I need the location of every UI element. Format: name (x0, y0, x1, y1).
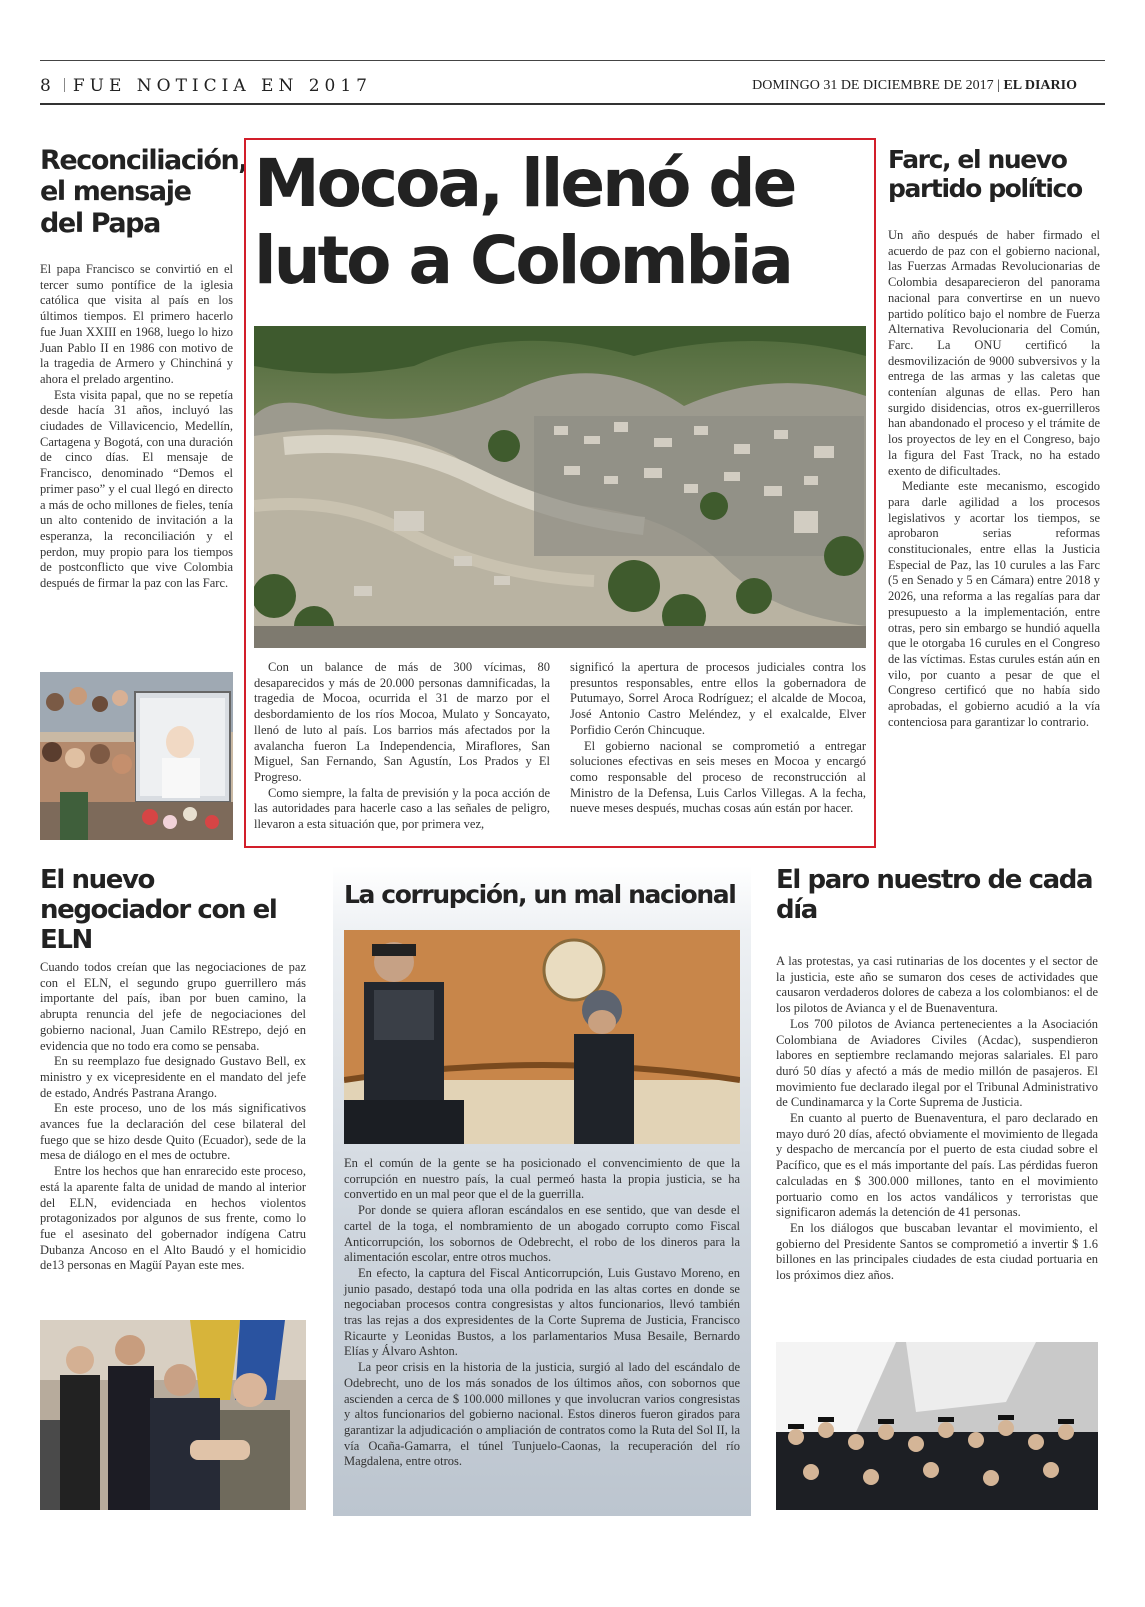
page-number: 8 (40, 76, 56, 96)
corrupcion-article-body (344, 1156, 740, 1470)
corrupcion-paragraph: En el común de la gente se ha posicionado el convencimiento de que la corrupción en nuestro país, la cual permeó hasta la propia justicia, se ha convertido en un mal peor que el de la guerrilla. (344, 1156, 740, 1202)
mocoa-paragraph: Con un balance de más de 300 vícimas, 80 desaparecidos y más de 20.000 personas damnificadas, la tragedia de Mocoa, ocurrida el 31 de marzo por el desbordamiento de los ríos Mocoa, Mulato y Soncayato, llenó de luto al país. Los barrios más afectados por la avalancha fueron La Independencia, Miraflores, San Miguel, San Fernando, San Agustín, Los Prados y El Progreso. (254, 660, 550, 784)
paro-paragraph: Los 700 pilotos de Avianca pertenecientes a la Asociación Colombiana de Aviadores Civiles (Acdac), suspendieron labores en septiembre reclamando mejoras salariales. El paro duró 50 días y afectó a más de medio millón de pasajeros. El movimiento fue declarado ilegal por el Tribunal Administrativo de Cundinamarca y la Corte Suprema de Justicia. (776, 1016, 1098, 1110)
mocoa-aerial-photo (254, 326, 866, 648)
corrupcion-photo (344, 930, 740, 1144)
eln-paragraph: Entre los hechos que han enrarecido este proceso, está la aparente falta de unidad de mando al interior del ELN, evidenciada en hechos violentos protagonizados por algunos de sus frente, como lo fue el asesinato del gobernador indígena Catru Dubanza Ancoso en el Alto Baudó y el homicidio de13 personas en Magüí Payan este mes. (40, 1164, 306, 1273)
header-section (40, 76, 372, 96)
issue-date: DOMINGO 31 DE DICIEMBRE DE 2017 (752, 78, 994, 93)
paro-paragraph: En los diálogos que buscaban levantar el movimiento, el gobierno del Presidente Santos se comprometió a invertir $ 1.6 billones en las principales ciudades de esta ciudad portuaria en los próximos diez años. (776, 1220, 1098, 1283)
eln-paragraph: En este proceso, uno de los más significativos avances fue la declaración del cese bilateral del fuego que se hizo desde Quito (Ecuador), sede de la mesa de diálogo en el mes de octubre. (40, 1101, 306, 1163)
papa-photo (40, 672, 233, 840)
eln-headline: El nuevo negociador con el ELN (40, 865, 277, 956)
papa-paragraph: Esta visita papal, que no se repetía desde hacía 31 años, incluyó las ciudades de Villavicencio, Medellín, Cartagena y Bogotá, con una duración de cinco días. El mensaje de Francisco, denominado “Demos el primer paso” y el cual llegó en directo a más de ocho millones de fieles, tenía un alto contenido de invitación a la esperanza, la reconciliación y el perdon, muy propio para los tiempos de postconflicto que vive Colombia después de firmar la paz con las Farc. (40, 387, 233, 591)
corrupcion-headline: La corrupción, un mal nacional (344, 880, 736, 909)
eln-paragraph: Cuando todos creían que las negociaciones de paz con el ELN, el segundo grupo guerrillero más importante del país, iban por buen camino, la abrupta renuncia del jefe de negociaciones del gobierno nacional, Juan Camilo REstrepo, dejó en evidencia que no todo era como se pensaba. (40, 960, 306, 1053)
corrupcion-paragraph: Por donde se quiera afloran escándalos en ese sentido, que van desde el cartel de la toga, el nombramiento de un abogado corrupto como Fiscal Anticorrupción, los sobornos de Odebrecht, el robo de los dineros para la alimentación escolar, entre otros muchos. (344, 1203, 740, 1265)
farc-paragraph: Mediante este mecanismo, escogido para darle agilidad a los procesos legislativos y acortar los tiempos, se aprobaron serias reformas constitucionales, entre ellas la Justicia Especial de Paz, las 10 curules a las Farc (5 en Senado y 5 en Cámara) entre 2018 y 2026, una reforma a las regalías para dar presupuesto a la implementación, entre otras, pero sin embargo se hundió aquella que le otorgaba 16 curules en el Congreso de las víctimas. Estas curules están aún en vilo, por cuanto a pesar de que el Congreso certificó que no había sido aprobadas, el gobierno acudió a la vía contenciosa para garantizar lo contrario. (888, 479, 1100, 729)
farc-article-body (888, 228, 1100, 731)
paro-paragraph: En cuanto al puerto de Buenaventura, el paro declarado en mayo duró 20 días, afectó obviamente el movimiento de llegada y despacho de mercancía por el puerto de esta ciudad sobre el Pacífico, que es el más importante del país. Las pérdidas fueron calculadas en $ 300.000 millones, tanto en el movimiento portuario como en los actos vandálicos y terroristas que significaron además la detención de 41 personas. (776, 1111, 1098, 1220)
papa-paragraph: El papa Francisco se convirtió en el tercer sumo pontífice de la iglesia católica que visita al país en los últimos tiempos. El primero hacerlo fue Juan XXIII en 1968, luego lo hizo Juan Pablo II en 1986 con motivo de la tragedia de Armero y Chinchiná y ahora el prelado argentino. (40, 262, 233, 386)
eln-paragraph: En su reemplazo fue designado Gustavo Bell, ex ministro y ex vicepresidente en el mandato del jefe de estado, Andrés Pastrana Arango. (40, 1054, 306, 1100)
paro-headline: El paro nuestro de cada día (776, 865, 1093, 926)
mocoa-headline: Mocoa, llenó de luto a Colombia (254, 145, 795, 299)
paro-photo (776, 1342, 1098, 1510)
eln-article-body (40, 960, 306, 1274)
corrupcion-paragraph: La peor crisis en la historia de la justicia, surgió al lado del escándalo de Odebrecht, uno de los más sonados de los últimos años, con sobornos que ascienden a cerca de $ 100.000 millones y que involucran varios congresistas y altos funcionarios del gobierno nacional. Estos dineros fueron girados para garantizar la adjudicación o ampliación de contratos como la Ruta del Sol II, la vía Ocaña-Gamarra, el túnel Tunjuelo-Caonas, la recuperación del río Magdalena, entre otros. (344, 1360, 740, 1469)
mocoa-article-col2 (570, 660, 866, 817)
mocoa-paragraph: Como siempre, la falta de previsión y la poca acción de las autoridades para hacerle caso a las señales de peligro, llevaron a esta situación que, por primera vez, (254, 785, 550, 832)
mocoa-paragraph: El gobierno nacional se comprometió a entregar soluciones efectivas en seis meses en Mocoa y encargó como responsable del proceso de reconstrucción al Ministro de la Defensa, Luis Carlos Villegas. A la fecha, nueve meses después, muchas cosas aún están por hacer. (570, 738, 866, 816)
header-dateline: DOMINGO 31 DE DICIEMBRE DE 2017 | EL DIARIO (752, 78, 1077, 93)
papa-article-body (40, 262, 233, 592)
paro-paragraph: A las protestas, ya casi rutinarias de los docentes y el sector de la justicia, este año se sumaron dos ceses de actividades que causaron verdaderos dolores de cabeza a los colombianos: el de los pilotos de Avianca y el de Buenaventura. (776, 954, 1098, 1016)
header-top-rule (40, 60, 1105, 61)
mocoa-paragraph: significó la apertura de procesos judiciales contra los presuntos responsables, entre ellos la gobernadora de Putumayo, Sorrel Aroca Rodríguez; el alcalde de Mocoa, José Antonio Castro Meléndez, y el exalcalde, Elver Porfidio Cerón Chincuque. (570, 660, 866, 737)
eln-photo (40, 1320, 306, 1510)
section-name: FUE NOTICIA EN 2017 (72, 76, 372, 96)
farc-headline: Farc, el nuevo partido político (888, 145, 1082, 203)
mocoa-article-col1 (254, 660, 550, 833)
paro-article-body (776, 954, 1098, 1284)
papa-headline: Reconciliación, el mensaje del Papa (40, 145, 248, 239)
paper-name: EL DIARIO (1003, 78, 1077, 93)
corrupcion-paragraph: En efecto, la captura del Fiscal Anticorrupción, Luis Gustavo Moreno, en junio pasado, destapó toda una olla podrida en las altas cortes en donde se negociaban procesos contra congresistas y altos funcionarios, llevó también tras las rejas a dos expresidentes de la Corte Suprema de Justicia, Francisco Ricaurte y Leonidas Bustos, a los parlamentarios Musa Besaile, Bernardo Elías y Álvaro Ashton. (344, 1265, 740, 1359)
header-separator (64, 78, 65, 92)
farc-paragraph: Un año después de haber firmado el acuerdo de paz con el gobierno nacional, las Fuerzas Armadas Revolucionarias de Colombia desaparecieron del panorama nacional para convertirse en un nuevo partido político bajo el nombre de Fuerza Alternativa Revolucionaria del Común, Farc. La ONU certificó la desmovilización de 9000 subversivos y la entrega de las armas y las caletas que contenían algunas de ellas. Pero han surgido disidencias, otros ex-guerrilleros han abandonado el proceso y el trámite de los proyectos de ley en el Congreso, bajo la figura del Fast Track, no ha estado exento de dificultades. (888, 228, 1100, 478)
header-bottom-rule (40, 103, 1105, 105)
